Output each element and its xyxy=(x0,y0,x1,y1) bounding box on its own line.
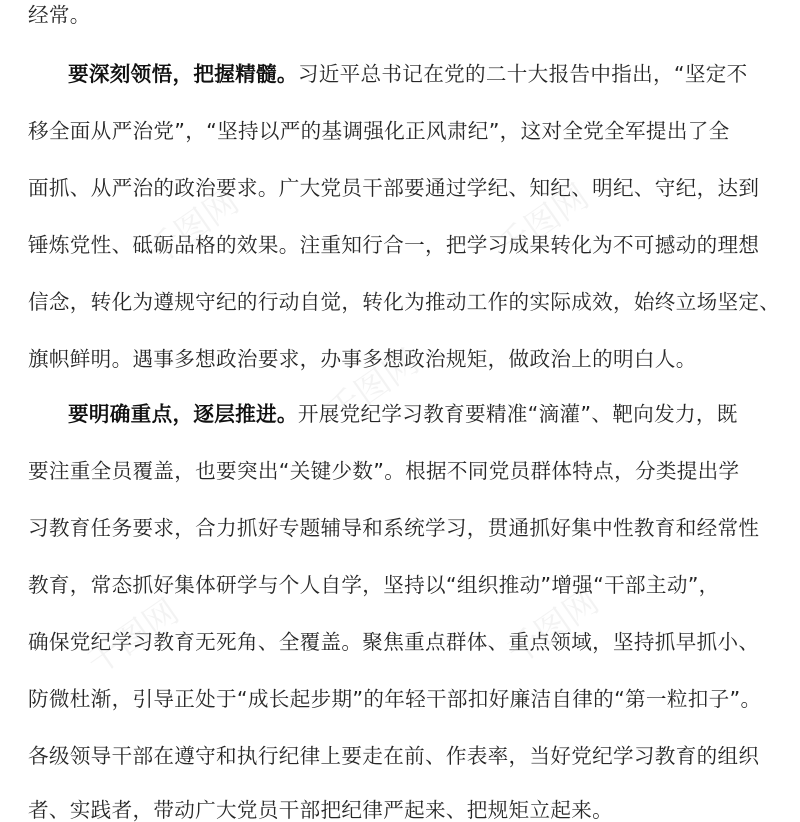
watermark: 千图网 xyxy=(499,581,607,674)
text-line: 面抓、从严治的政治要求。广大党员干部要通过学纪、知纪、明纪、守纪，达到 xyxy=(28,176,760,200)
paragraph-2-first-line xyxy=(68,404,774,425)
text-line: 经常。 xyxy=(28,3,91,27)
watermark: 千图网 xyxy=(489,176,597,269)
watermark: 千图网 xyxy=(79,591,187,684)
paragraph-2-lead: 要明确重点，逐层推进。 xyxy=(68,402,298,426)
watermark: 千图网 xyxy=(319,341,427,434)
paragraph-1-first-line xyxy=(68,64,774,85)
text-line: 锤炼党性、砥砺品格的效果。注重知行合一，把学习成果转化为不可撼动的理想 xyxy=(28,233,760,257)
text-line: 移全面从严治党”，“坚持以严的基调强化正风肃纪”，这对全党全军提出了全 xyxy=(28,119,730,143)
text-line: 旗帜鲜明。遇事多想政治要求，办事多想政治规矩，做政治上的明白人。 xyxy=(28,347,697,371)
paragraph-2-text: 开展党纪学习教育要精准“滴灌”、靶向发力，既 xyxy=(297,402,738,426)
watermark: 千图网 xyxy=(139,181,247,274)
text-line: 确保党纪学习教育无死角、全覆盖。聚焦重点群体、重点领域，坚持抓早抓小、 xyxy=(28,630,760,654)
text-line: 教育，常态抓好集体研学与个人自学，坚持以“组织推动”增强“干部主动”， xyxy=(28,573,720,597)
text-line-cut-off: 者、实践者，带动广大党员干部把纪律严起来、把规矩立起来。 xyxy=(28,798,614,822)
text-line: 要注重全员覆盖，也要突出“关键少数”。根据不同党员群体特点，分类提出学 xyxy=(28,459,740,483)
text-line: 防微杜渐，引导正处于“成长起步期”的年轻干部扣好廉洁自律的“第一粒扣子”。 xyxy=(28,687,762,711)
text-line: 各级领导干部在遵守和执行纪律上要走在前、作表率，当好党纪学习教育的组织 xyxy=(28,744,760,768)
text-line: 习教育任务要求，合力抓好专题辅导和系统学习，贯通抓好集中性教育和经常性 xyxy=(28,516,760,540)
paragraph-1-lead: 要深刻领悟，把握精髓。 xyxy=(68,62,298,86)
text-line: 信念，转化为遵规守纪的行动自觉，转化为推动工作的实际成效，始终立场坚定、 xyxy=(28,290,781,314)
paragraph-1-text: 习近平总书记在党的二十大报告中指出，“坚定不 xyxy=(297,62,748,86)
